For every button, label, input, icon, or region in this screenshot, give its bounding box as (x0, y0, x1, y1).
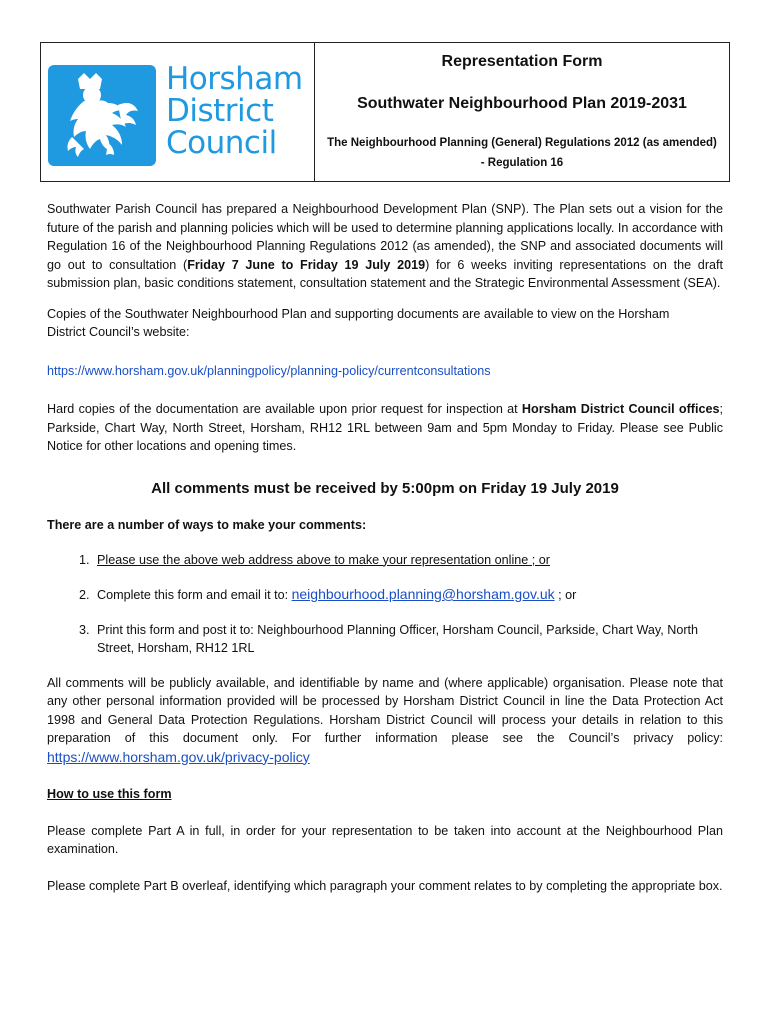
header-table (40, 42, 730, 182)
privacy-text: All comments will be publicly available, and identifiable by name and (where applicable) organisation. Please note that any other personal information provided will be processed by Horsham District Council in line the Data Protection Act 1998 and General Data Protection Regulations. Horsham District Council will process your details in relation to this preparation of this document only. For further information please see the Council’s privacy policy: (47, 675, 723, 745)
hard-copies-text-b: ; Parkside, Chart Way, North Street, Horsham, RH12 1RL between 9am and 5pm Monday to Friday. Please see Public Notice for other locations and opening times. (47, 402, 723, 453)
ways-list (47, 551, 723, 658)
hard-copies-text-a: Hard copies of the documentation are available upon prior request for inspection at (47, 402, 522, 416)
intro-paragraph (47, 200, 723, 293)
copies-text-line2: District Council’s website: (47, 325, 190, 339)
regulation-text: The Neighbourhood Planning (General) Regulations 2012 (as amended) - Regulation 16 (327, 137, 717, 169)
title-cell (315, 43, 729, 181)
hard-copies-paragraph (47, 400, 723, 456)
email-option-text: Complete this form and email it to: (97, 588, 292, 602)
email-link[interactable]: neighbourhood.planning@horsham.gov.uk (291, 586, 555, 602)
ways-heading: There are a number of ways to make your comments: (47, 518, 367, 532)
privacy-paragraph (47, 674, 723, 768)
plan-title: Southwater Neighbourhood Plan 2019-2031 (357, 95, 687, 112)
document-body (47, 200, 723, 907)
copies-paragraph (47, 305, 723, 342)
consultation-link[interactable]: https://www.horsham.gov.uk/planningpolicy/planning-policy/currentconsultations (47, 363, 491, 378)
email-option-suffix: ; or (554, 588, 577, 602)
deadline-heading: All comments must be received by 5:00pm on Friday 19 July 2019 (151, 479, 619, 497)
intro-text-b: ) for 6 weeks inviting representations on the draft submission plan, basic conditions statement, consultation statement and the Strategic Environmental Assessment (SEA). (47, 257, 724, 290)
intro-text-a: Southwater Parish Council has prepared a Neighbourhood Development Plan (SNP). The Plan sets out a vision for the future of the parish and planning policies which will be used to determine planning applications locally. In accordance with Regulation 16 of the Neighbourhood Planning Regulations 2012 (as amended), the SNP and associated documents will go out to consultation ( (47, 202, 723, 272)
privacy-policy-link[interactable]: https://www.horsham.gov.uk/privacy-policy (47, 748, 310, 765)
post-option: Print this form and post it to: Neighbourhood Planning Officer, Horsham Council, Parkside, Chart Way, North Street, Horsham, RH12 1RL (97, 622, 699, 655)
form-title: Representation Form (441, 53, 603, 70)
part-b-paragraph: Please complete Part B overleaf, identifying which paragraph your comment relates to by completing the appropriate box. (47, 878, 723, 893)
copies-text-line1: Copies of the Southwater Neighbourhood Plan and supporting documents are available to view on the Horsham (47, 306, 670, 321)
logo-line-1: Horsham (166, 61, 303, 97)
logo-line-2: District (166, 93, 274, 129)
logo-line-3: Council (166, 125, 277, 161)
consultation-dates: Friday 7 June to Friday 19 July 2019 (187, 257, 426, 272)
online-option[interactable]: Please use the above web address above to make your representation online ; or (97, 552, 550, 567)
lion-crest-icon (48, 65, 156, 166)
how-to-heading: How to use this form (47, 787, 172, 801)
list-item (93, 551, 723, 570)
list-item (93, 621, 723, 658)
list-item (93, 585, 723, 605)
part-a-paragraph: Please complete Part A in full, in order for your representation to be taken into account at the Neighbourhood Plan examination. (47, 823, 723, 856)
logo-cell (41, 43, 315, 181)
consultation-link-paragraph (47, 362, 723, 381)
council-logo-text (166, 63, 303, 159)
council-offices: Horsham District Council offices (521, 402, 720, 416)
